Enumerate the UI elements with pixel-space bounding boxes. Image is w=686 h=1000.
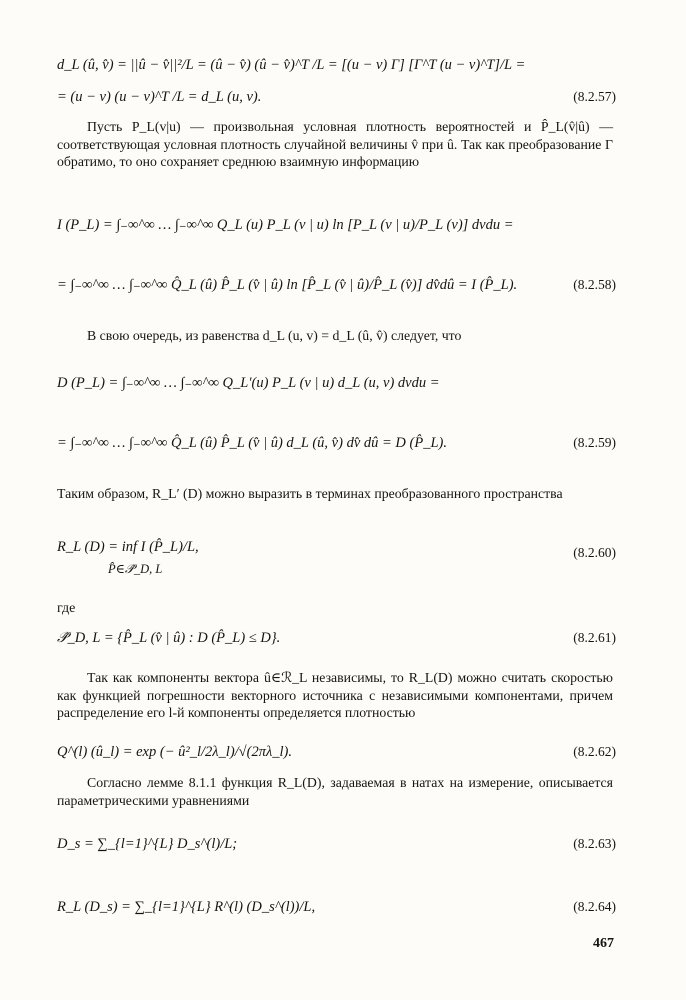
equation-8-2-60-subscript: P̂∈𝒫̂_D, L (108, 562, 163, 576)
equation-number-8-2-60: (8.2.60) (573, 545, 616, 560)
equation-8-2-59-line-2: = ∫₋∞^∞ … ∫₋∞^∞ Q̂_L (û) P̂_L (v̂ | û) d_L (û, v̂) dv̂ dû = D (P̂_L). (57, 435, 447, 451)
equation-8-2-57-line-2: = (u − v) (u − v)^T /L = d_L (u, v). (57, 89, 262, 105)
equation-number-8-2-59: (8.2.59) (573, 435, 616, 450)
paragraph-transformed-space: Таким образом, R_L′ (D) можно выразить в терминах преобразованного пространства (57, 486, 563, 501)
equation-8-2-58-line-2: = ∫₋∞^∞ … ∫₋∞^∞ Q̂_L (û) P̂_L (v̂ | û) ln [P̂_L (v̂ | û)/P̂_L (v̂)] dv̂dû = I (P̂_L). (57, 277, 518, 293)
paragraph-independent-components: Так как компоненты вектора û∈ℛ_L независимы, то R_L(D) можно считать скоростью как функцией погрешности векторного источника с независимыми компонентами, причем распределение его l-й компоненты определяется плотностью (57, 670, 613, 720)
equation-8-2-59-line-1: D (P_L) = ∫₋∞^∞ … ∫₋∞^∞ Q_L′(u) P_L (v | u) d_L (u, v) dvdu = (57, 375, 440, 391)
equation-number-8-2-63: (8.2.63) (573, 836, 616, 851)
equation-number-8-2-64: (8.2.64) (573, 899, 616, 914)
word-where: где (57, 601, 76, 616)
equation-8-2-63: D_s = ∑_{l=1}^{L} D_s^(l)/L; (57, 836, 238, 852)
equation-8-2-58-line-1: I (P_L) = ∫₋∞^∞ … ∫₋∞^∞ Q_L (u) P_L (v | u) ln [P_L (v | u)/P_L (v)] dvdu = (57, 217, 514, 233)
equation-8-2-62: Q^(l) (û_l) = exp (− û²_l/2λ_l)/√(2πλ_l). (57, 744, 292, 760)
equation-number-8-2-61: (8.2.61) (573, 630, 616, 645)
equation-number-8-2-62: (8.2.62) (573, 744, 616, 759)
equation-8-2-60: R_L (D) = inf I (P̂_L)/L, (57, 539, 199, 555)
equation-8-2-57-line-1: d_L (û, v̂) = ||û − v̂||²/L = (û − v̂) (û − v̂)^T /L = [(u − v) Γ] [Γ^T (u − v)^T]/L = (57, 57, 526, 73)
page-number: 467 (593, 936, 614, 951)
equation-number-8-2-57: (8.2.57) (573, 89, 616, 104)
equation-8-2-61: 𝒫̂_D, L = {P̂_L (v̂ | û) : D (P̂_L) ≤ D}. (57, 630, 281, 646)
equation-8-2-64: R_L (D_s) = ∑_{l=1}^{L} R^(l) (D_s^(l))/L, (57, 899, 316, 915)
paragraph-distortion-equality: В свою очередь, из равенства d_L (u, v) = d_L (û, v̂) следует, что (87, 328, 462, 343)
paragraph-conditional-density: Пусть P_L(v|u) — произвольная условная плотность вероятностей и P̂_L(v̂|û) — соответствующая условная плотность случайной величины v̂ при û. Так как преобразование Γ обратимо, то оно сохраняет среднюю взаимную информацию (57, 119, 613, 169)
equation-number-8-2-58: (8.2.58) (573, 277, 616, 292)
paragraph-lemma-reference: Согласно лемме 8.1.1 функция R_L(D), задаваемая в натах на измерение, описывается параметрическими уравнениями (57, 775, 613, 808)
